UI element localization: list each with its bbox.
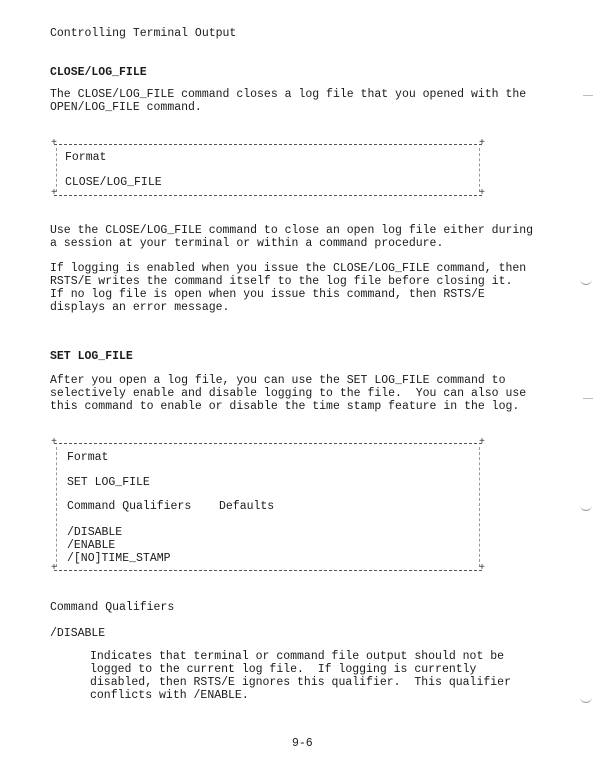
set-intro-line-3: this command to enable or disable the time stamp feature in the log.	[50, 400, 520, 413]
close-para2-line-4: displays an error message.	[50, 301, 230, 314]
close-para1-line-1: Use the CLOSE/LOG_FILE command to close an open log file either during	[50, 224, 534, 237]
running-header: Controlling Terminal Output	[50, 27, 237, 40]
page-number: 9-6	[292, 737, 313, 750]
box-corner: +	[479, 563, 486, 574]
box-corner: +	[51, 188, 58, 199]
set-intro-line-1: After you open a log file, you can use the SET LOG_FILE command to	[50, 374, 506, 387]
qualifier-description-line-3: disabled, then RSTS/E ignores this qualifier. This qualifier	[90, 676, 511, 689]
box-corner: +	[51, 138, 58, 149]
margin-mark	[580, 504, 592, 511]
qualifier-time-stamp: /[NO]TIME_STAMP	[67, 552, 171, 565]
close-intro-line-2: OPEN/LOG_FILE command.	[50, 101, 202, 114]
command-qualifiers-heading: Command Qualifiers	[50, 601, 175, 614]
close-intro-line-1: The CLOSE/LOG_FILE command closes a log file that you opened with the	[50, 88, 527, 101]
box-corner: +	[479, 437, 486, 448]
set-format-label: Format	[67, 451, 109, 464]
qualifier-description-line-1: Indicates that terminal or command file output should not be	[90, 650, 505, 663]
close-para2-line-2: RSTS/E writes the command itself to the log file before closing it.	[50, 275, 513, 288]
qualifier-description-line-4: conflicts with /ENABLE.	[90, 689, 249, 702]
close-para1-line-2: a session at your terminal or within a command procedure.	[50, 237, 444, 250]
margin-mark	[580, 696, 592, 703]
close-format-label: Format	[65, 151, 107, 164]
qualifiers-column-header: Command Qualifiers	[67, 500, 192, 513]
box-corner: +	[479, 138, 486, 149]
margin-mark	[583, 398, 593, 399]
set-format-syntax: SET LOG_FILE	[67, 476, 150, 489]
qualifier-description-line-2: logged to the current log file. If logging is currently	[90, 663, 477, 676]
close-para2-line-1: If logging is enabled when you issue the CLOSE/LOG_FILE command, then	[50, 262, 527, 275]
close-log-file-heading: CLOSE/LOG_FILE	[50, 66, 147, 79]
box-corner: +	[479, 188, 486, 199]
set-intro-line-2: selectively enable and disable logging to the file. You can also use	[50, 387, 527, 400]
margin-mark	[580, 278, 592, 285]
qualifier-name: /DISABLE	[50, 627, 106, 640]
box-corner: +	[51, 563, 58, 574]
set-log-file-heading: SET LOG_FILE	[50, 350, 133, 363]
close-para2-line-3: If no log file is open when you issue this command, then RSTS/E	[50, 288, 485, 301]
box-corner: +	[51, 437, 58, 448]
defaults-column-header: Defaults	[219, 500, 275, 513]
qualifier-enable: /ENABLE	[67, 539, 116, 552]
margin-mark	[583, 95, 593, 96]
qualifier-disable: /DISABLE	[67, 526, 123, 539]
close-format-syntax: CLOSE/LOG_FILE	[65, 176, 162, 189]
